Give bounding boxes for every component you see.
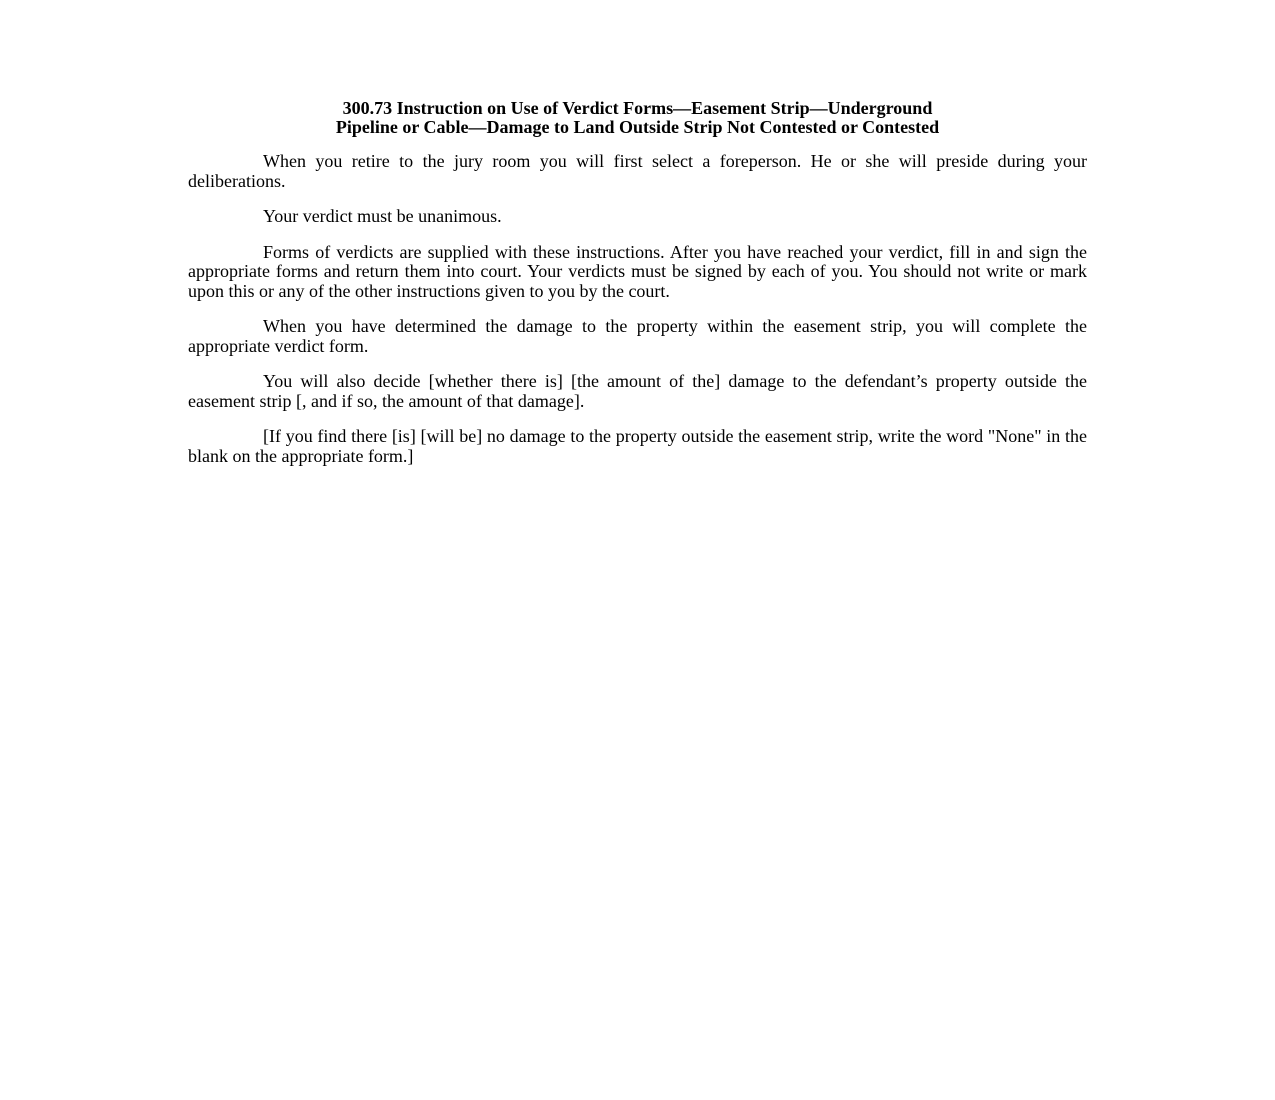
title-line-1: 300.73 Instruction on Use of Verdict Forms—Easement Strip—Underground xyxy=(342,98,933,118)
paragraph-foreperson: When you retire to the jury room you will first select a foreperson. He or she will preside during your deliberations. xyxy=(188,151,1087,191)
paragraph-verdict-forms: Forms of verdicts are supplied with these instructions. After you have reached your verdict, fill in and sign the appropriate forms and return them into court. Your verdicts must be signed by each of you. You should not write or mark upon this or any of the other instructions given to you by the court. xyxy=(188,241,1087,301)
document-title xyxy=(188,99,1087,137)
title-line-2: Pipeline or Cable—Damage to Land Outside Strip Not Contested or Contested xyxy=(335,117,940,137)
paragraph-unanimous: Your verdict must be unanimous. xyxy=(263,206,502,226)
paragraph-no-damage: [If you find there [is] [will be] no damage to the property outside the easement strip, write the word "None" in the blank on the appropriate form.] xyxy=(188,426,1087,466)
paragraph-easement-damage: When you have determined the damage to the property within the easement strip, you will complete the appropriate verdict form. xyxy=(188,316,1087,356)
document-page xyxy=(188,99,1087,482)
paragraph-outside-damage: You will also decide [whether there is] [the amount of the] damage to the defendant’s property outside the easement strip [, and if so, the amount of that damage]. xyxy=(188,371,1087,411)
